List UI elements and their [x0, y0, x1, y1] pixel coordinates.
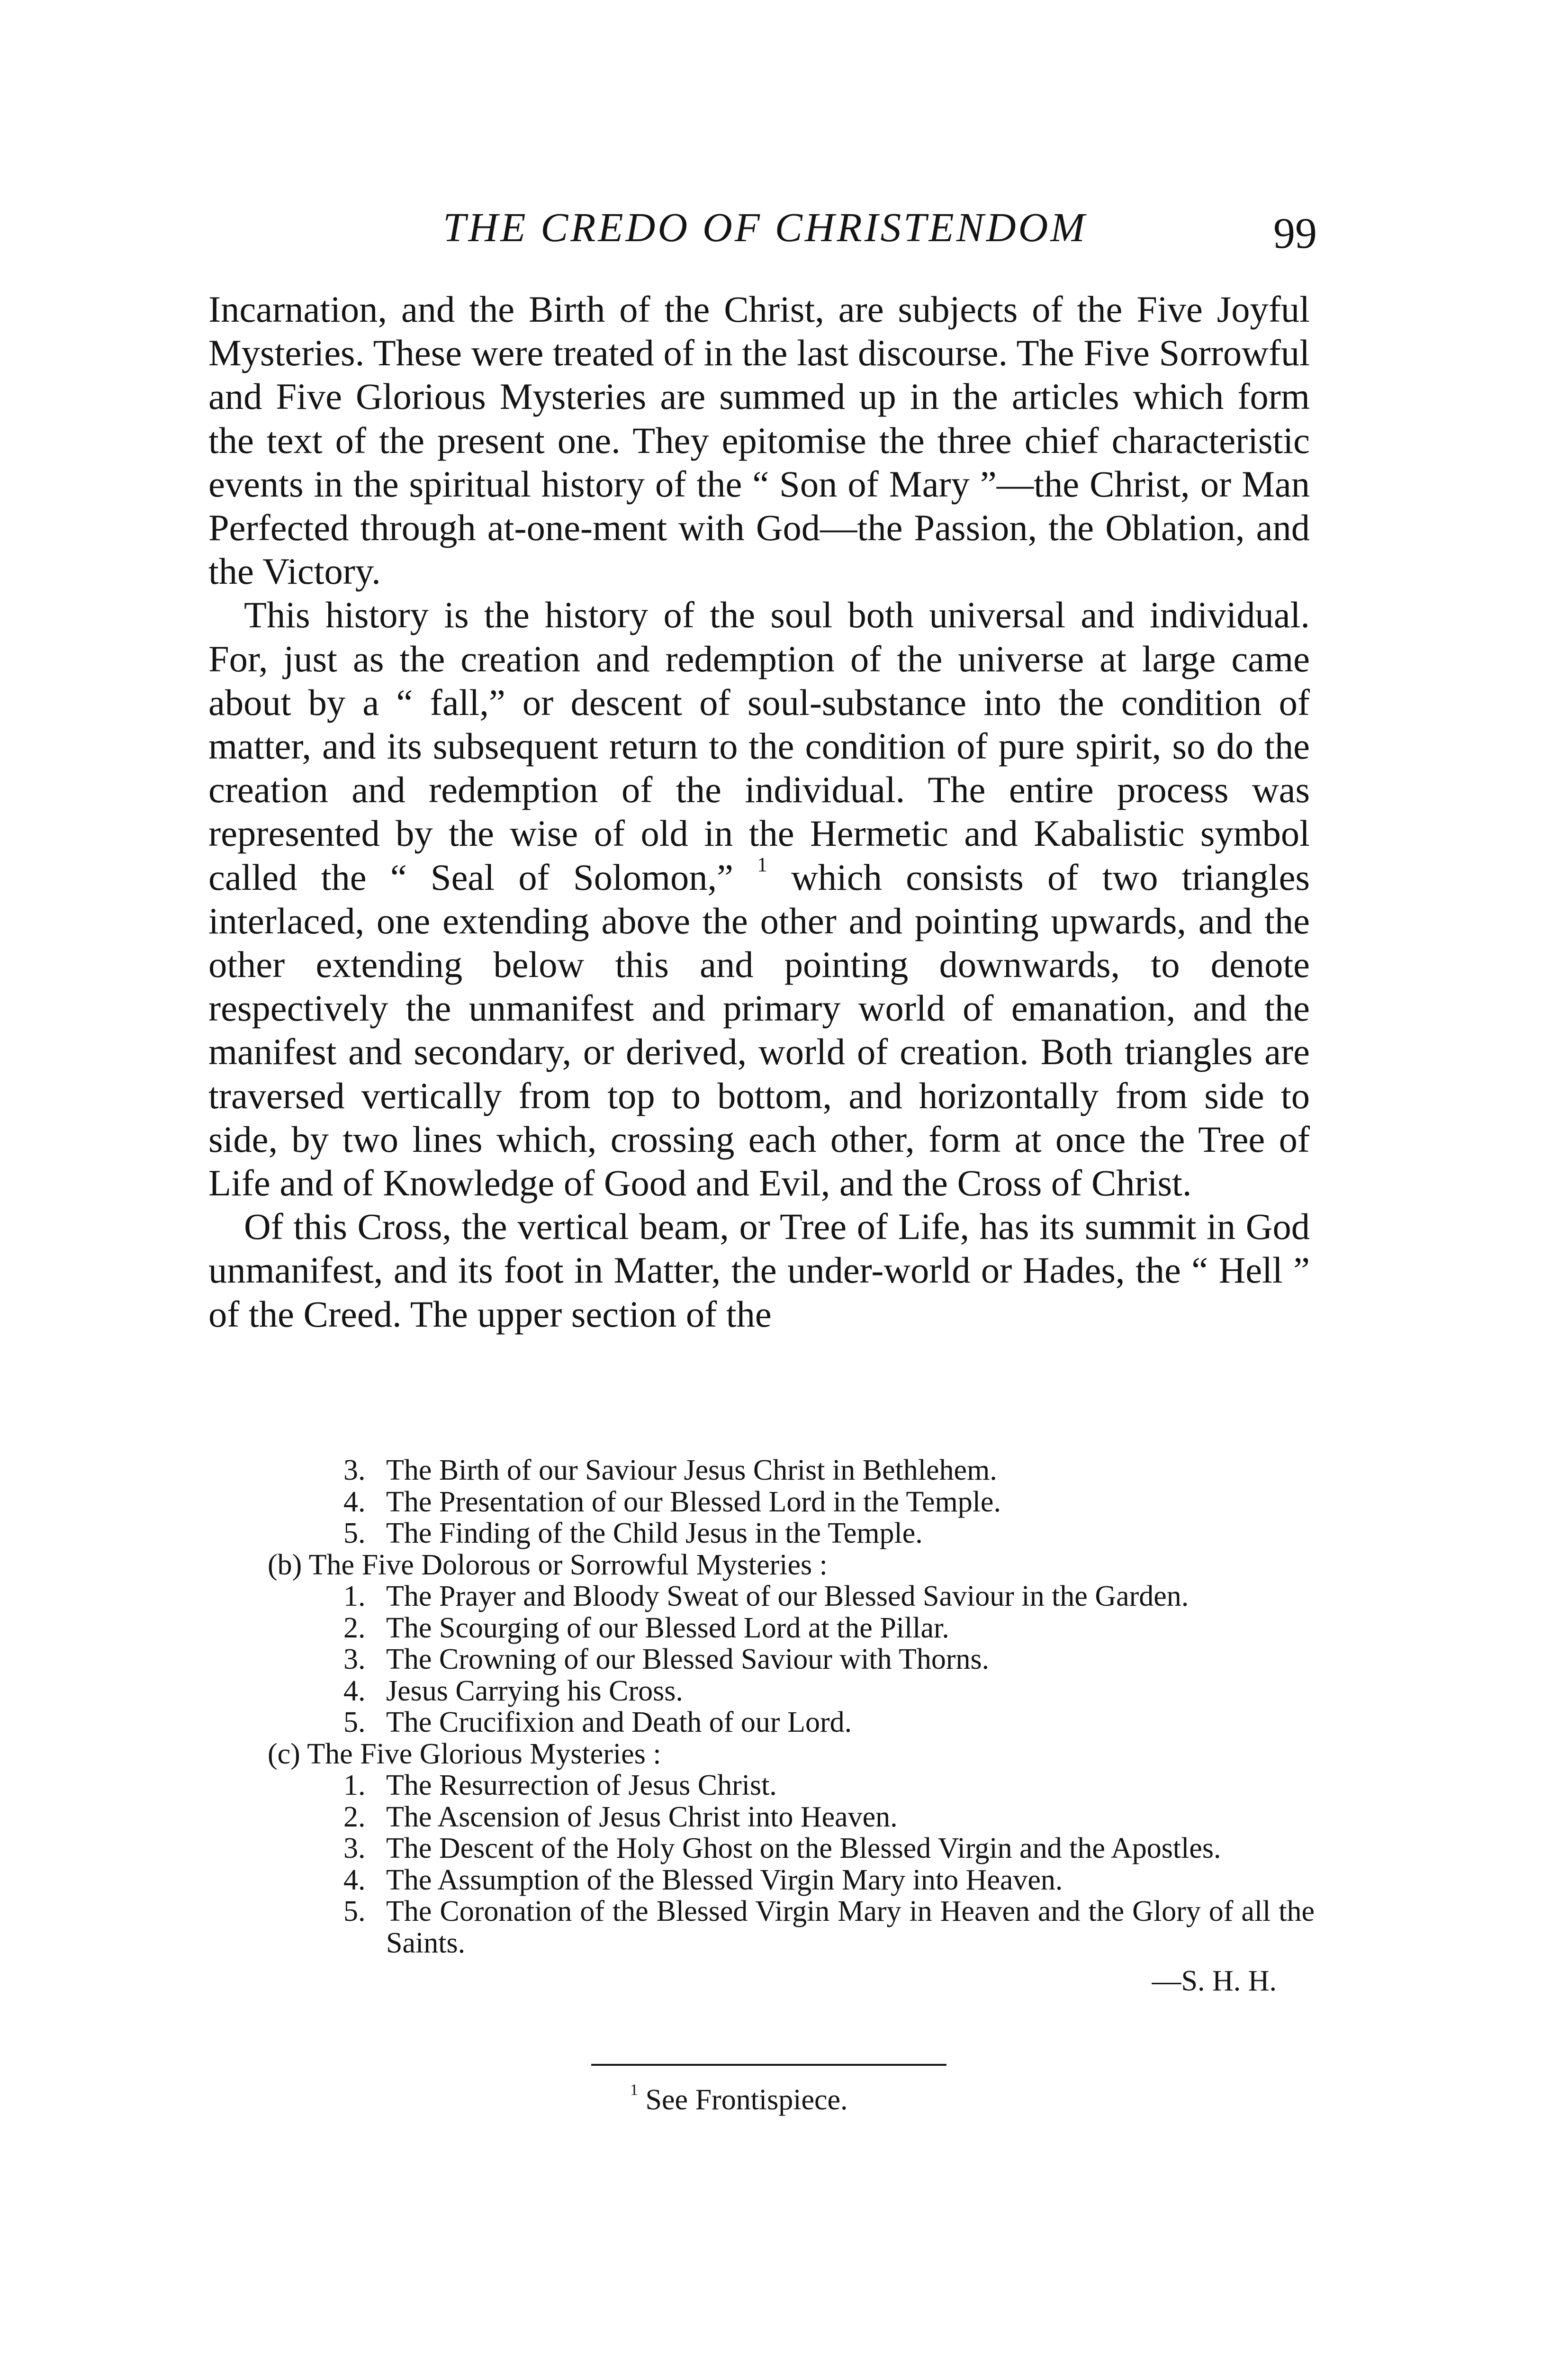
page-number: 99 [1273, 209, 1317, 257]
item-text: The Coronation of the Blessed Virgin Mary in Heaven and the Glory of all the Saints. [386, 1895, 1315, 1959]
mysteries-note [268, 1455, 1315, 1997]
glorious-heading: (c) The Five Glorious Mysteries : [268, 1737, 661, 1770]
item-number: 5. [343, 1706, 366, 1738]
footnote-reference: 1 [757, 853, 767, 876]
item-number: 1. [343, 1580, 366, 1612]
item-number: 3. [343, 1454, 366, 1486]
running-header [208, 201, 1322, 257]
item-text: The Descent of the Holy Ghost on the Blessed Virgin and the Apostles. [386, 1832, 1221, 1864]
item-number: 4. [343, 1863, 366, 1896]
footnote-divider [591, 2064, 946, 2066]
item-number: 1. [343, 1769, 366, 1801]
item-text: Jesus Carrying his Cross. [386, 1674, 683, 1707]
item-text: The Birth of our Saviour Jesus Christ in Bethlehem. [386, 1454, 997, 1486]
list-item [343, 1486, 1315, 1518]
item-text: The Scourging of our Blessed Lord at the Pillar. [386, 1611, 949, 1644]
paragraph-text: This history is the history of the soul both universal and individual. For, just as the creation and redemption of the universe at large came about by a “ fall,” or descent of soul-substance into the condition of matter, and its subsequent return to the condition of pure spirit, so do the creation and redemption of the individual. The entire process was represented by the wise of old in the Hermetic and Kabalistic symbol called the [208, 594, 1310, 898]
footnote [630, 2082, 1056, 2117]
glorious-mysteries-list [343, 1770, 1315, 1959]
item-text: The Crucifixion and Death of our Lord. [386, 1706, 852, 1738]
list-item [343, 1770, 1315, 1801]
item-text: The Ascension of Jesus Christ into Heaven. [386, 1800, 898, 1833]
list-item [343, 1896, 1315, 1959]
item-text: The Resurrection of Jesus Christ. [386, 1769, 777, 1801]
item-text: The Presentation of our Blessed Lord in the Temple. [386, 1485, 1001, 1518]
item-text: The Prayer and Bloody Sweat of our Blessed Saviour in the Garden. [386, 1580, 1189, 1612]
list-item [343, 1518, 1315, 1549]
footnote-marker: 1 [630, 2081, 639, 2099]
list-item [343, 1455, 1315, 1486]
list-item [343, 1581, 1315, 1612]
paragraph-text: which consists of two triangles interlaced, one extending above the other and pointing upwards, and the other extending below this and pointing downwards, to denote respectively the unmanifest and primary world of emanation, and the manifest and secondary, or derived, world of creation. Both triangles are traversed vertically from top to bottom, and horizontally from side to side, by two lines which, crossing each other, form at once the Tree of Life and of Knowledge of Good and Evil, and the Cross of Christ. [208, 856, 1310, 1204]
sorrowful-mysteries-list [343, 1581, 1315, 1738]
item-number: 2. [343, 1800, 366, 1833]
joyful-mysteries-list [343, 1455, 1315, 1549]
list-item [343, 1801, 1315, 1833]
list-item [343, 1833, 1315, 1864]
item-number: 4. [343, 1674, 366, 1707]
main-text [208, 288, 1310, 1336]
paragraph-cross: Of this Cross, the vertical beam, or Tree of Life, has its summit in God unmanifest, and its foot in Matter, the under-world or Hades, the “ Hell ” of the Creed. The upper section of the [208, 1206, 1310, 1335]
item-number: 4. [343, 1485, 366, 1518]
item-text: The Crowning of our Blessed Saviour with Thorns. [386, 1643, 990, 1675]
author-signature: —S. H. H. [1152, 1965, 1277, 1997]
footnote-text: See Frontispiece. [645, 2084, 848, 2116]
item-number: 3. [343, 1643, 366, 1675]
list-item [343, 1644, 1315, 1675]
item-number: 3. [343, 1832, 366, 1864]
list-item [343, 1612, 1315, 1644]
running-title: THE CREDO OF CHRISTENDOM [443, 204, 1087, 250]
item-text: The Assumption of the Blessed Virgin Mary into Heaven. [386, 1863, 1063, 1896]
item-text: The Finding of the Child Jesus in the Temple. [386, 1517, 923, 1549]
paragraph-continued: Incarnation, and the Birth of the Christ, are subjects of the Five Joyful Mysteries. These were treated of in the last discourse. The Five Sorrowful and Five Glorious Mysteries are summed up in the articles which form the text of the present one. They epitomise the three chief characteristic events in the spiritual history of the “ Son of Mary ”—the Christ, or Man Perfected through at-one-ment with God—the Passion, the Oblation, and the Victory. [208, 289, 1310, 592]
list-item [343, 1707, 1315, 1738]
list-item [343, 1864, 1315, 1896]
list-item [343, 1675, 1315, 1707]
paragraph-soul-history [208, 593, 1310, 1205]
seal-phrase: “ Seal of Solomon,” [390, 856, 733, 898]
item-number: 5. [343, 1517, 366, 1549]
sorrowful-heading: (b) The Five Dolorous or Sorrowful Mysteries : [268, 1548, 828, 1581]
item-number: 5. [343, 1895, 366, 1927]
item-number: 2. [343, 1611, 366, 1644]
